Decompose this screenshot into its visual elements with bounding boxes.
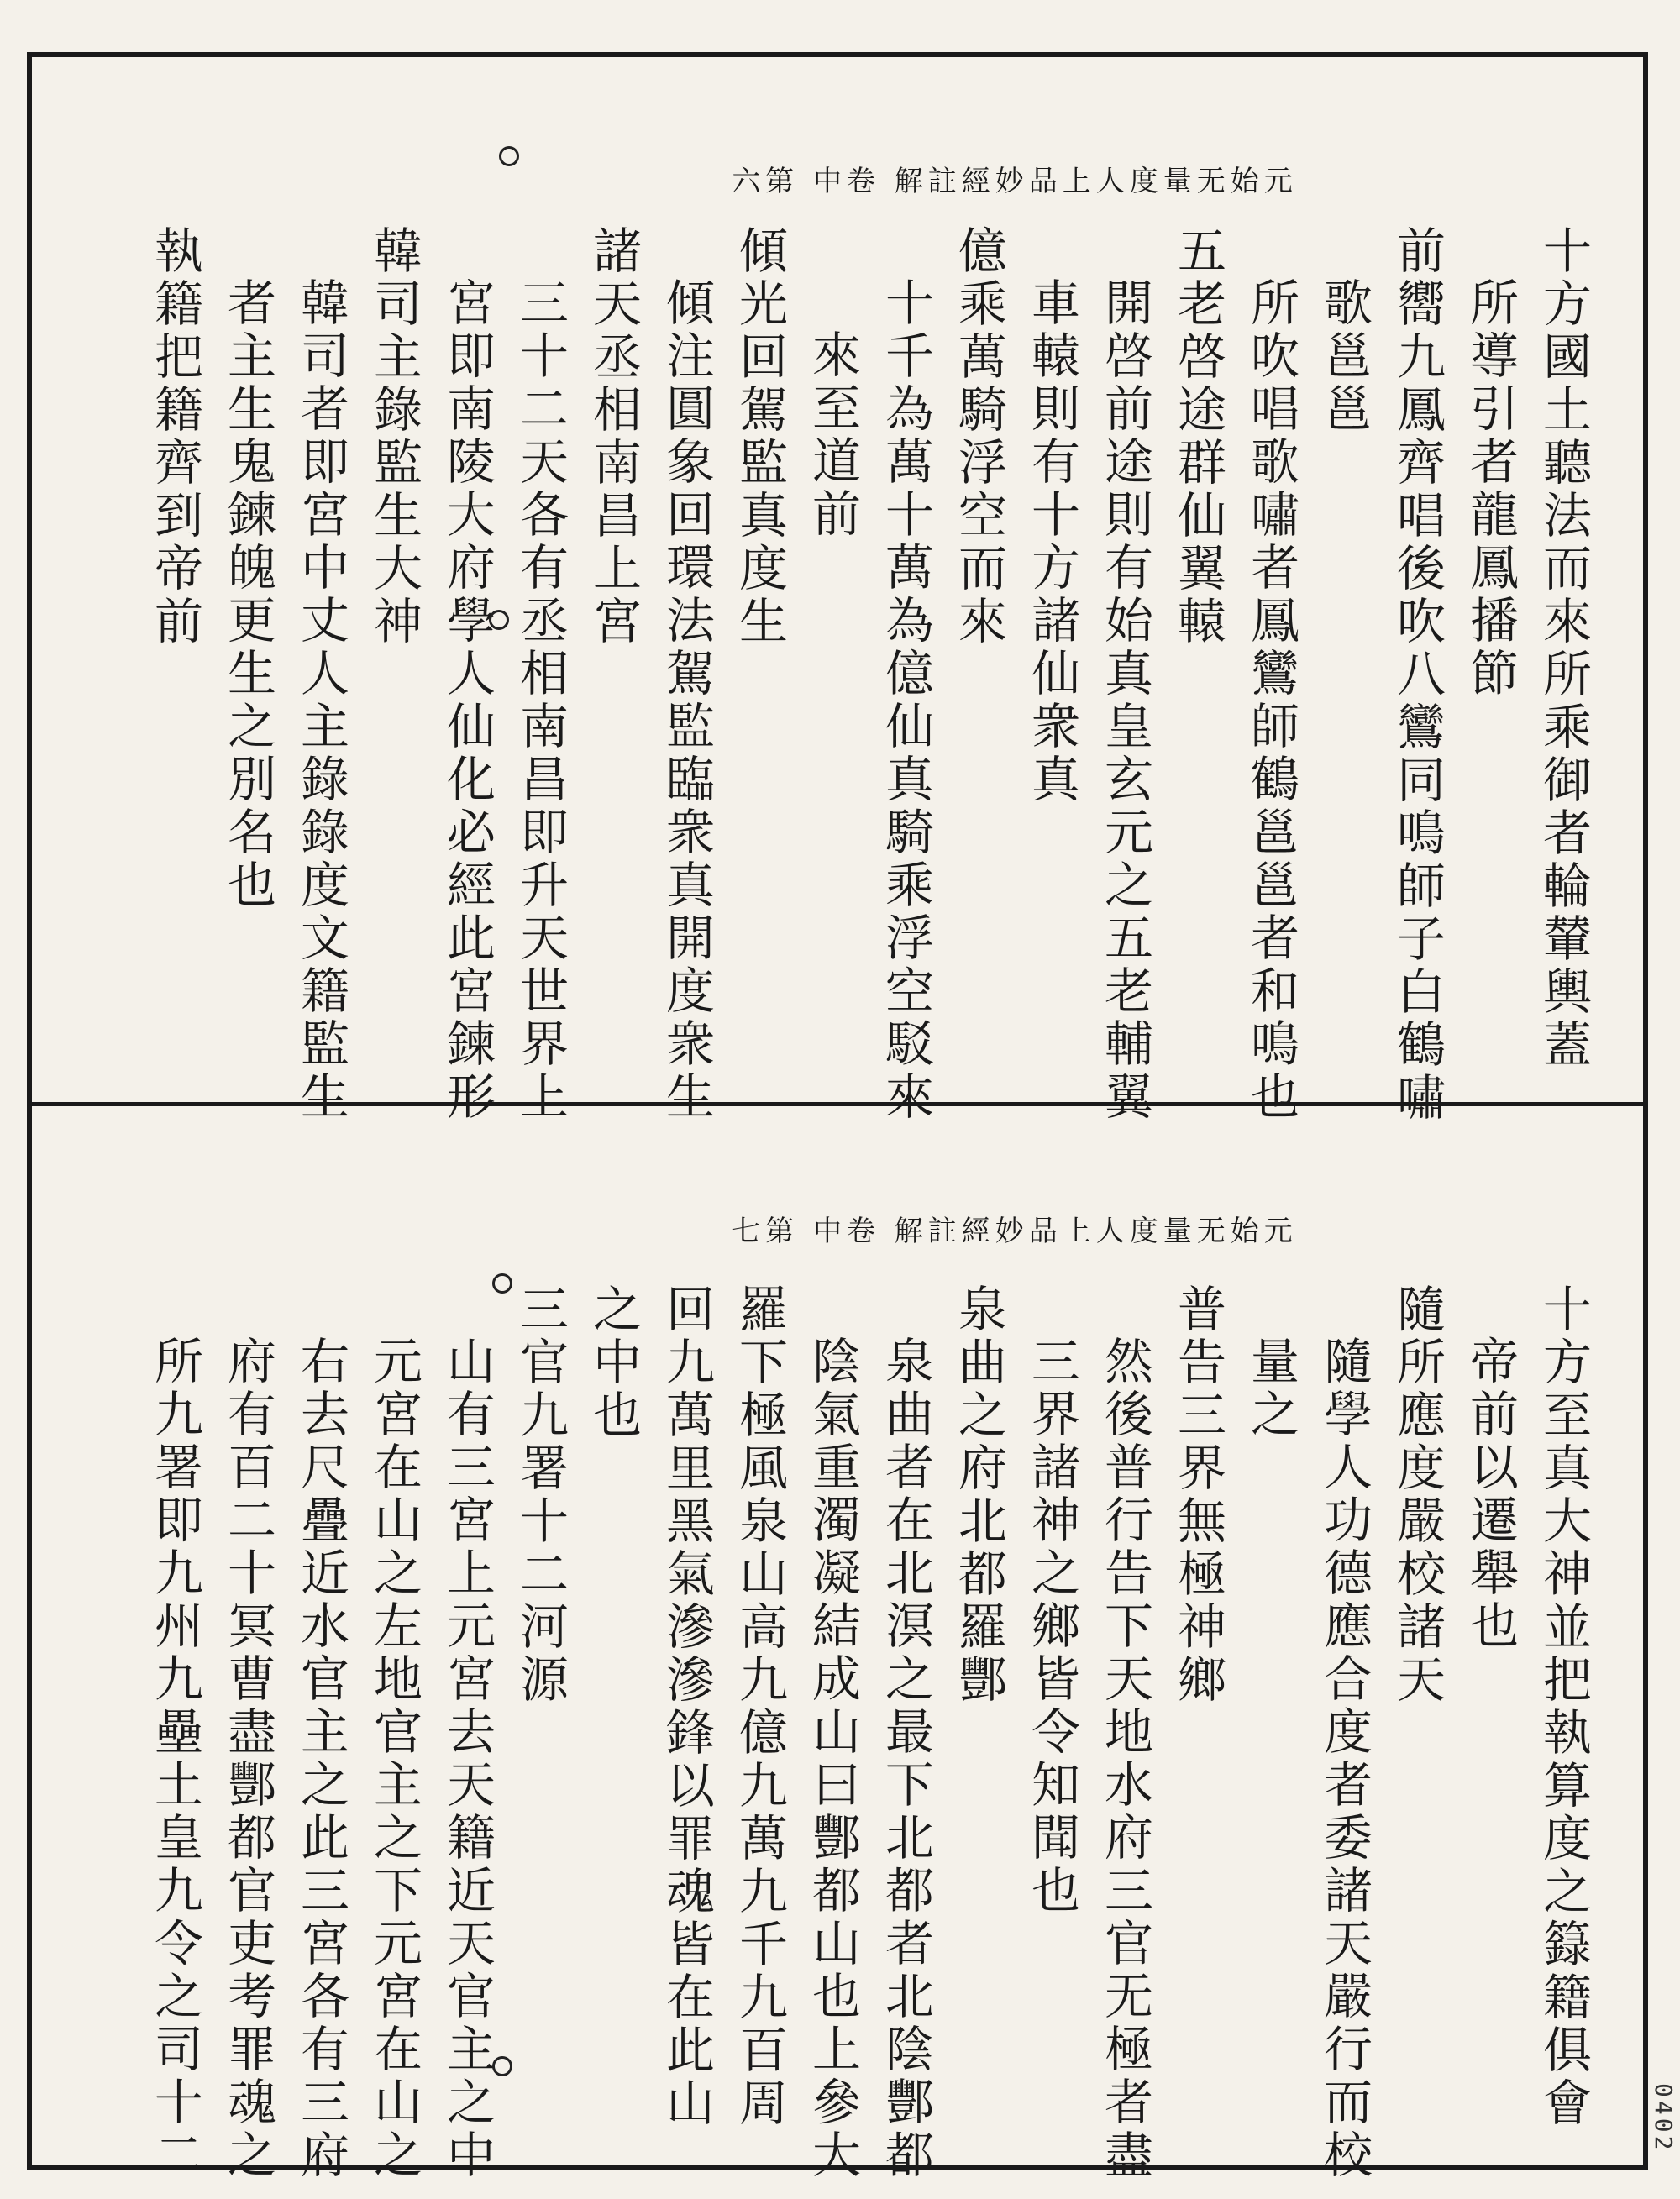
- bottom-column: 府有百二十冥曹盡酆都官吏考罪魂之: [219, 1336, 276, 2182]
- bottom-column: 然後普行告下天地水府三官无極者盡: [1096, 1336, 1153, 2182]
- top-column: 歌邕邕: [1315, 277, 1373, 436]
- bottom-column: 三官九署十二河源: [512, 1283, 569, 1707]
- page-number: 0402: [1650, 2083, 1677, 2154]
- bottom-column: 量之: [1242, 1336, 1299, 1441]
- top-column: 車轅則有十方諸仙衆真: [1023, 277, 1080, 806]
- bottom-column: 回九萬里黑氣滲滲鋒以罪魂皆在此山: [658, 1283, 715, 2130]
- punctuation-circle: [499, 146, 519, 166]
- punctuation-circle: [489, 610, 509, 630]
- top-column: 執籍把籍齊到帝前: [146, 225, 203, 648]
- top-column: 五老啓途群仙翼轅: [1169, 225, 1226, 648]
- bottom-column: 普告三界無極神鄉: [1169, 1283, 1226, 1707]
- top-column: 所吹唱歌嘯者鳳鸞師鶴邕邕者和鳴也: [1242, 277, 1299, 1124]
- punctuation-circle: [492, 2056, 512, 2076]
- top-running-head: 元始无量度人上品妙經註解 卷中 第六: [732, 165, 1298, 198]
- bottom-column: 隨所應度嚴校諸天: [1389, 1283, 1446, 1707]
- top-column: 諸天丞相南昌上宮: [585, 225, 642, 648]
- bottom-column: 之中也: [585, 1283, 642, 1442]
- punctuation-circle: [492, 1273, 512, 1294]
- top-column: 前嚮九鳳齊唱後吹八鸞同鳴師子白鶴嘯: [1389, 225, 1446, 1125]
- bottom-column: 泉曲之府北都羅酆: [950, 1283, 1007, 1707]
- top-column: 開啓前途則有始真皇玄元之五老輔翼: [1096, 277, 1153, 1124]
- bottom-column: 元宮在山之左地官主之下元宮在山之: [365, 1336, 423, 2182]
- bottom-text-columns: [66, 1283, 1599, 2182]
- bottom-panel: [32, 1107, 1643, 2182]
- top-column: 所導引者龍鳳播節: [1462, 277, 1519, 701]
- bottom-column: 所九署即九州九壘土皇九令之司十二: [146, 1336, 203, 2182]
- bottom-column: 十方至真大神並把執算度之籙籍俱會: [1535, 1283, 1592, 2130]
- bottom-column: 隨學人功德應合度者委諸天嚴行而校: [1315, 1336, 1373, 2182]
- bottom-column: 帝前以遷舉也: [1462, 1336, 1519, 1653]
- bottom-column: 山有三宮上元宮去天籍近天官主之中: [438, 1336, 496, 2182]
- top-column: 韓司者即宮中丈人主錄錄度文籍監生: [292, 277, 349, 1124]
- bottom-column: 陰氣重濁凝結成山曰酆都山也上參大: [804, 1336, 861, 2182]
- top-column: 億乘萬騎浮空而來: [950, 225, 1007, 648]
- bottom-running-head: 元始无量度人上品妙經註解 卷中 第七: [732, 1215, 1298, 1248]
- top-column: 者主生鬼鍊魄更生之別名也: [219, 277, 276, 912]
- top-column: 三十二天各有丞相南昌即升天世界上: [512, 277, 569, 1124]
- top-column: 傾光回駕監真度生: [731, 225, 788, 648]
- top-column: 十方國土聽法而來所乘御者輪輦輿蓋: [1535, 225, 1592, 1072]
- top-text-columns: [66, 225, 1599, 1125]
- bottom-column: 右去尺疊近水官主之此三宮各有三府: [292, 1336, 349, 2182]
- bottom-column: 羅下極風泉山高九億九萬九千九百周: [731, 1283, 788, 2130]
- top-column: 來至道前: [804, 329, 861, 541]
- top-column: 十千為萬十萬為億仙真騎乘浮空駁來: [877, 277, 934, 1124]
- top-column: 傾注圓象回環法駕監臨衆真開度衆生: [658, 277, 715, 1124]
- top-column: 宮即南陵大府學人仙化必經此宮鍊形: [438, 277, 496, 1124]
- top-panel: [32, 57, 1643, 1125]
- bottom-column: 三界諸神之鄉皆令知聞也: [1023, 1336, 1080, 1918]
- top-column: 韓司主錄監生大神: [365, 225, 423, 648]
- bottom-column: 泉曲者在北溟之最下北都者北陰酆都: [877, 1336, 934, 2182]
